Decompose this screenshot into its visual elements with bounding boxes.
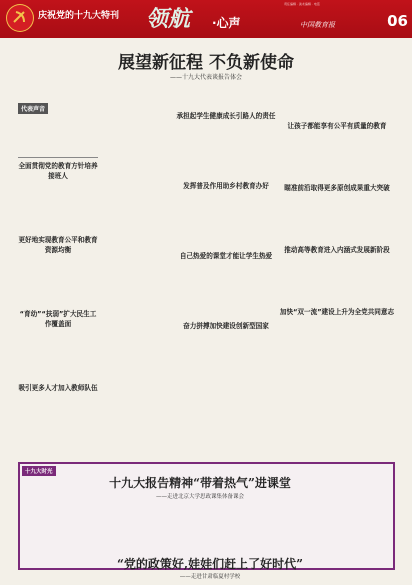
middle-head-2: 发挥普及作用助乡村教育办好	[183, 182, 269, 190]
feature-title: 十九大报告精神“带着热气”进课堂	[109, 476, 291, 490]
voices-box-label: 代表声音	[18, 103, 48, 114]
left-head-1: 全面贯彻党的教育方针培养接班人	[18, 162, 98, 180]
left-head-2: 更好地实现教育公平和教育资源均衡	[18, 236, 98, 254]
divider	[18, 157, 98, 158]
article-text	[278, 254, 396, 304]
left-head-3: “育幼”“扶弱”扩大民生工作覆盖面	[19, 310, 97, 328]
main-subheadline: ——十九大代表谈报告体会	[169, 74, 242, 81]
left-column	[18, 96, 98, 451]
article-text	[176, 190, 276, 248]
article-text	[18, 328, 98, 380]
page-banner	[0, 0, 412, 38]
party-emblem-icon	[6, 4, 34, 32]
middle-head-4: 奋力拼搏加快建设创新型国家	[183, 322, 269, 330]
main-headline: 展望新征程 不负新使命	[118, 53, 294, 73]
editor-meta: 责任编辑 · 美术编辑 · 电话	[284, 2, 320, 6]
middle-head-1: 承担起学生健康成长引路人的责任	[176, 112, 276, 120]
right-column	[278, 118, 396, 458]
middle-head-3: 自己热爱的课堂才能让学生热爱	[179, 252, 273, 260]
left-head-4: 吸引更多人才加入教师队伍	[18, 384, 98, 392]
right-head-2: 瞄准前沿取得更多原创成果重大突破	[284, 184, 390, 192]
section-subtitle: ·心声	[212, 16, 241, 30]
feature-subtitle: ——走进北京大学思政课集体备课会	[155, 494, 244, 500]
newspaper-name: 中国教育报	[300, 21, 335, 29]
page-number: 06	[387, 12, 408, 30]
article-text	[18, 254, 98, 306]
bottom-subtitle: ——走进甘肃临夏村学校	[179, 574, 241, 580]
section-logo: 领航	[146, 6, 191, 32]
middle-column	[176, 108, 276, 448]
bottom-title: “党的政策好,娃娃们赶上了好时代”	[117, 557, 303, 571]
article-text	[176, 120, 276, 178]
article-text	[278, 192, 396, 242]
right-head-1: 让孩子都能享有公平有质量的教育	[287, 122, 387, 130]
right-head-4: 加快“双一流”建设上升为全党共同意志	[279, 308, 395, 316]
special-issue-label: 庆祝党的十九大特刊	[38, 11, 120, 21]
article-text	[18, 180, 98, 232]
article-text	[278, 130, 396, 180]
right-head-3: 推动高等教育进入内涵式发展新阶段	[284, 246, 390, 254]
feature-tag: 十九大时光	[22, 466, 56, 476]
article-text	[176, 260, 276, 318]
intro-text	[18, 115, 98, 155]
